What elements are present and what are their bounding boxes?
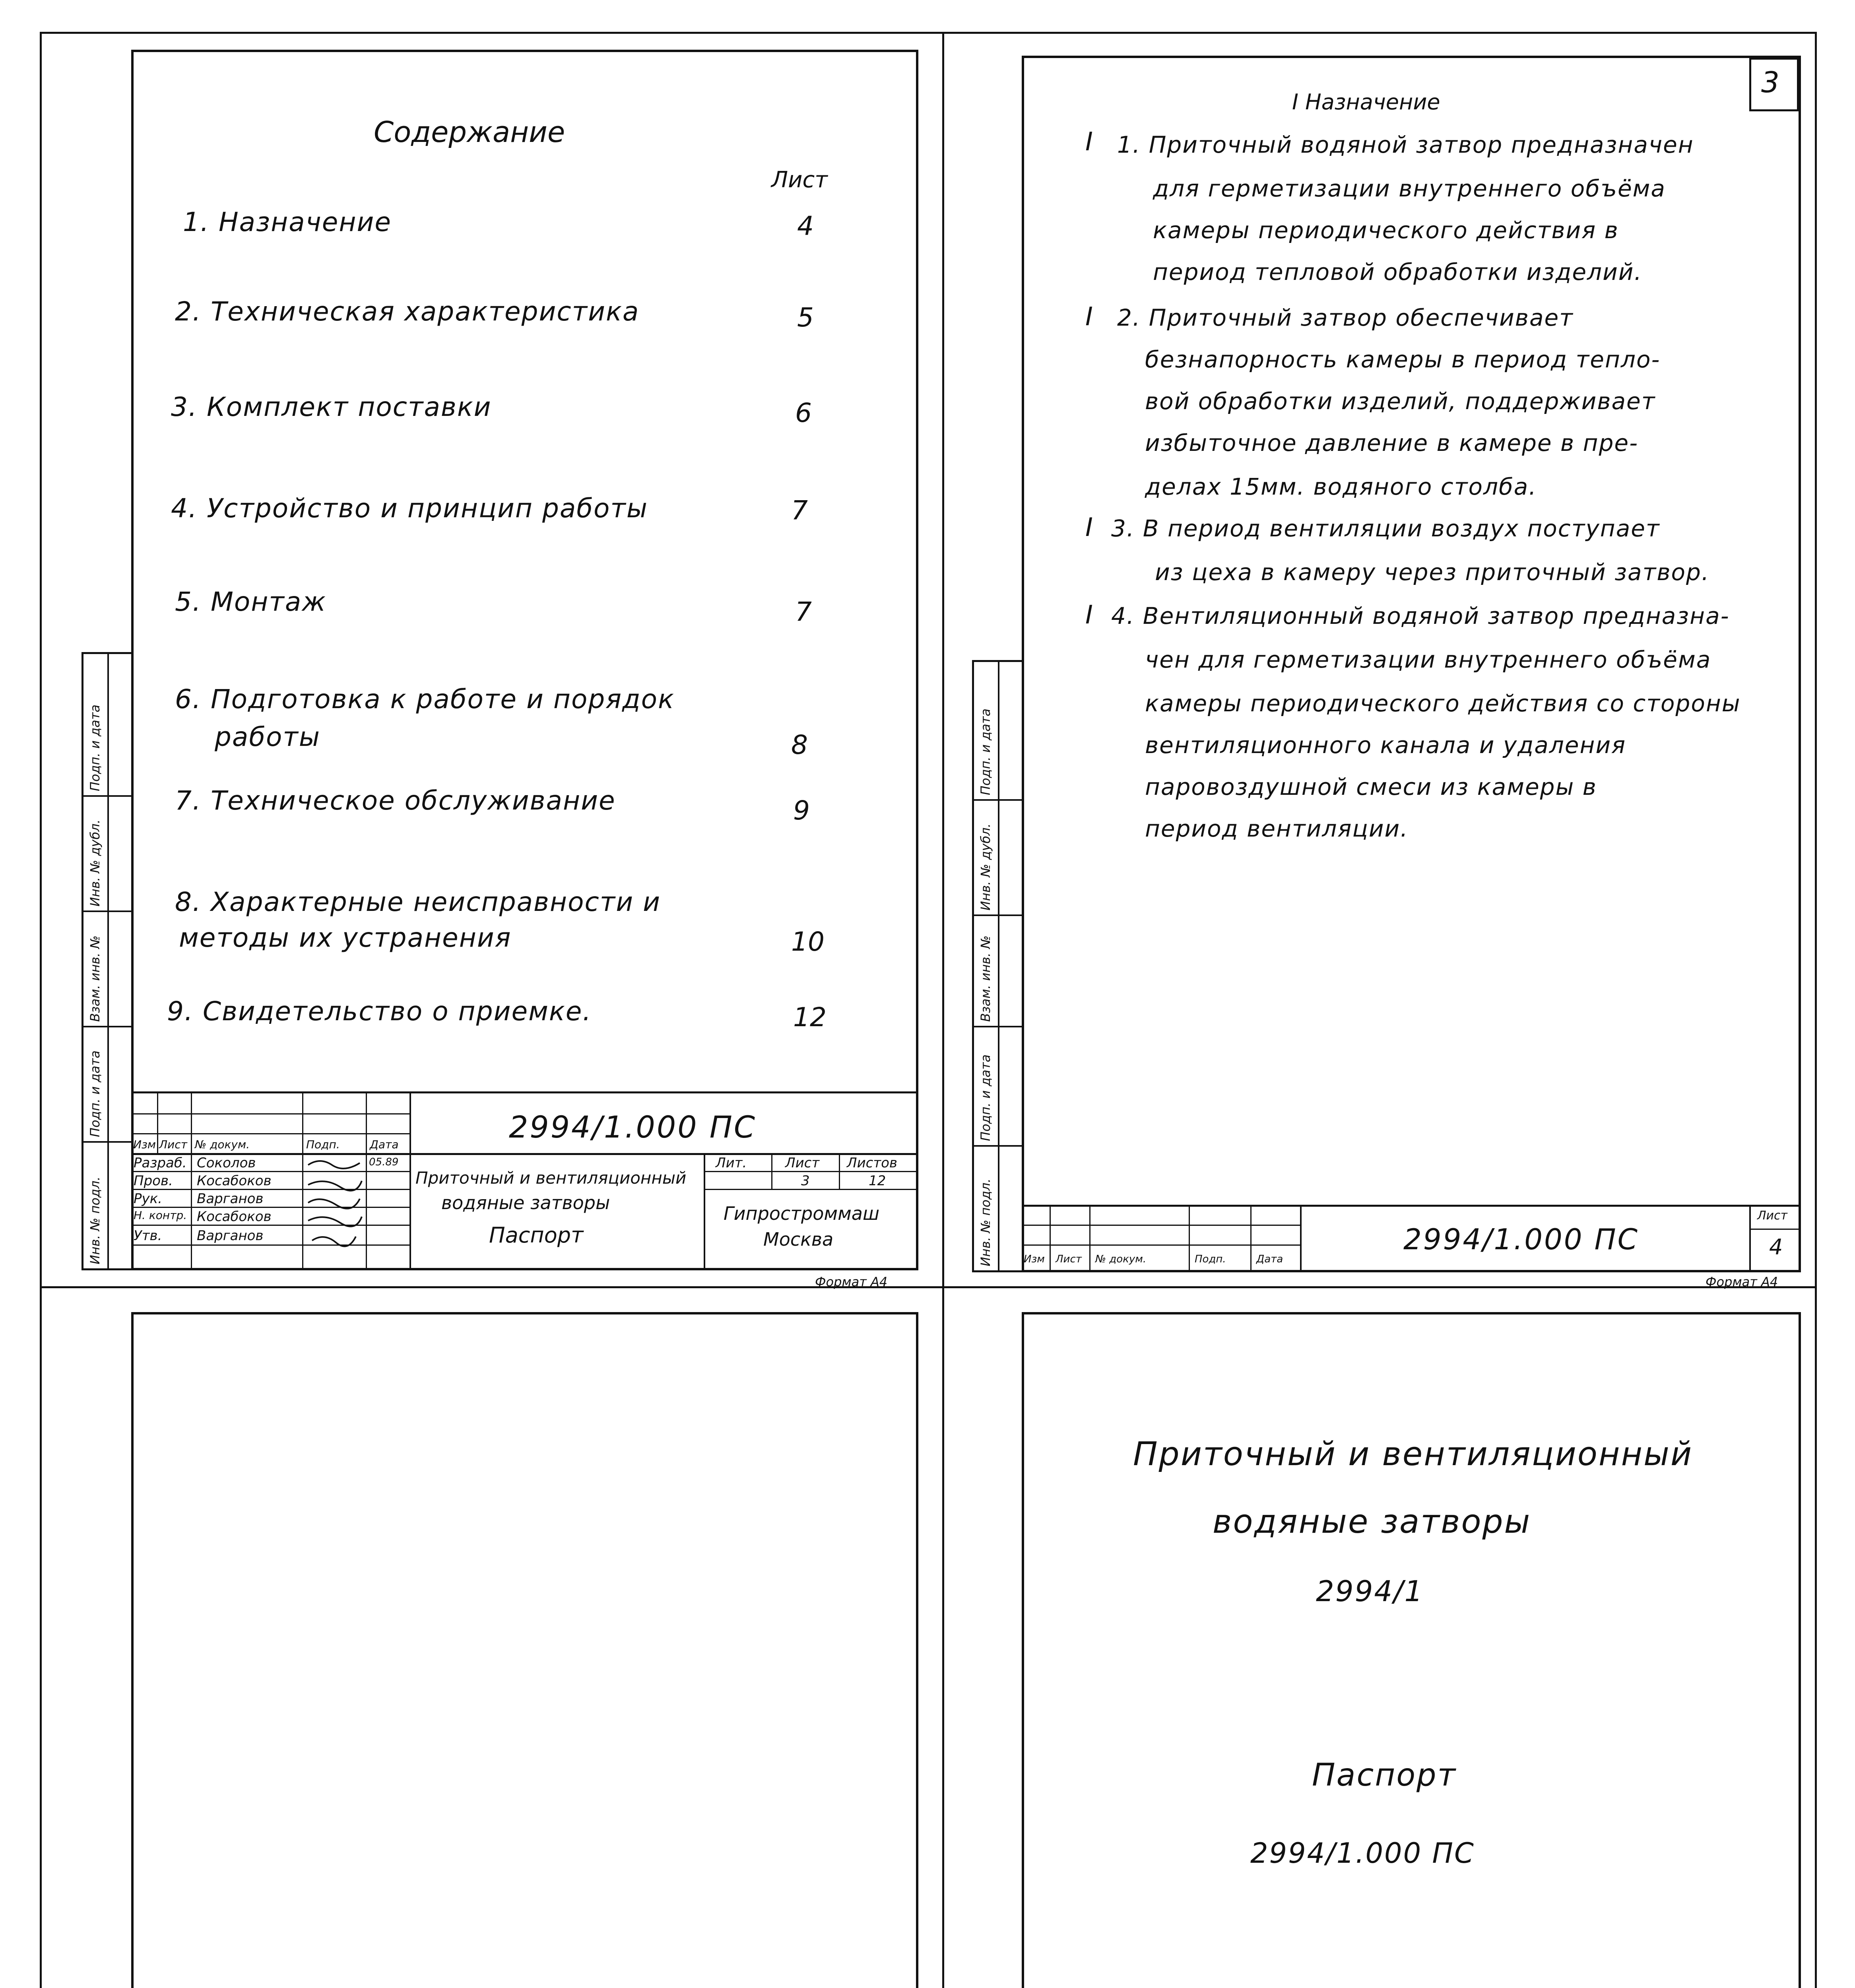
revision-mark: I: [1085, 302, 1093, 332]
page-column-header: Лист: [771, 167, 828, 193]
side-strip-sep: [81, 911, 133, 912]
stamp-name: Косабоков: [197, 1173, 272, 1189]
paragraph-line: вентиляционного канала и удаления: [1145, 732, 1626, 759]
tb-line: [131, 1244, 409, 1246]
side-strip-sep: [81, 1026, 133, 1027]
tb-line: [131, 1113, 409, 1114]
tb-vline: [1749, 1205, 1751, 1272]
toc-page: 7: [791, 495, 808, 526]
paragraph-line: паровоздушной смеси из камеры в: [1145, 773, 1597, 800]
revision-mark: I: [1085, 127, 1093, 157]
side-strip-divider: [107, 652, 109, 1270]
toc-page: 12: [793, 1002, 827, 1033]
document-code: 2994/1.000 ПС: [1250, 1837, 1475, 1870]
stamp-col-header: Лист: [159, 1138, 187, 1151]
document-type: Паспорт: [1312, 1757, 1457, 1793]
section-heading: I Назначение: [1292, 89, 1440, 115]
toc-item: 2. Техническая характеристика: [175, 296, 640, 327]
stamp-col-header: Лист: [1056, 1253, 1082, 1265]
tb-line: [1022, 1205, 1801, 1207]
paragraph-line: безнапорность камеры в период тепло-: [1145, 346, 1661, 373]
side-label: Взам. инв. №: [87, 935, 103, 1022]
paragraph-line: чен для герметизации внутреннего объёма: [1145, 646, 1711, 673]
side-label: Подп. и дата: [87, 705, 103, 791]
paragraph-line: камеры периодического действия в: [1153, 217, 1619, 244]
toc-page: 10: [791, 926, 825, 957]
stamp-col-header: Подп.: [306, 1138, 340, 1151]
stamp-org: Гипростроммаш: [724, 1203, 880, 1224]
vertical-divider: [942, 32, 944, 1988]
stamp-col-header: Дата: [370, 1138, 399, 1151]
stamp-sheets-header: Листов: [847, 1155, 898, 1171]
tb-vline: [191, 1091, 192, 1270]
side-label: Подп. и дата: [87, 1050, 103, 1137]
side-label: Инв. № дубл.: [87, 819, 103, 907]
toc-item: 4. Устройство и принцип работы: [171, 493, 648, 524]
toc-item: 9. Свидетельство о приемке.: [167, 996, 592, 1027]
toc-page: 9: [793, 795, 810, 826]
tb-line: [704, 1171, 918, 1172]
blank-sheet-frame: [131, 1312, 918, 1988]
product-title-line: водяные затворы: [1213, 1503, 1531, 1541]
paragraph-line: избыточное давление в камере в пре-: [1145, 429, 1639, 456]
toc-page: 5: [797, 302, 814, 333]
side-strip-divider: [998, 660, 999, 1272]
tb-vline: [1050, 1205, 1051, 1272]
format-label: Формат А4: [815, 1274, 888, 1289]
stamp-col-header: Изм: [1024, 1253, 1045, 1265]
tb-line: [1022, 1225, 1300, 1226]
product-title-line: Приточный и вентиляционный: [1133, 1435, 1693, 1473]
toc-page: 4: [797, 211, 814, 241]
stamp-title-line: Приточный и вентиляционный: [415, 1168, 687, 1188]
tb-vline: [302, 1091, 303, 1270]
stamp-role: Пров.: [134, 1173, 173, 1189]
side-label: Инв. № дубл.: [978, 823, 993, 911]
side-label: Подп. и дата: [978, 1054, 993, 1141]
revision-mark: I: [1085, 600, 1093, 630]
stamp-role: Н. контр.: [134, 1209, 187, 1222]
stamp-doc-code: 2994/1.000 ПС: [509, 1109, 757, 1145]
paragraph-line: для герметизации внутреннего объёма: [1153, 175, 1666, 202]
tb-vline: [157, 1091, 158, 1155]
tb-line: [131, 1171, 409, 1172]
stamp-sheets-value: 12: [869, 1173, 886, 1189]
tb-line: [131, 1207, 409, 1208]
tb-vline: [366, 1091, 367, 1270]
side-strip-sep: [972, 914, 1024, 916]
side-strip-sep: [972, 1026, 1024, 1027]
toc-item-cont: методы их устранения: [179, 922, 512, 953]
stamp-date: 05.89: [369, 1156, 399, 1168]
paragraph-line: период вентиляции.: [1145, 815, 1409, 842]
stamp-col-header: Дата: [1256, 1253, 1283, 1265]
tb-line: [131, 1225, 409, 1226]
paragraph-line: из цеха в камеру через приточный затвор.: [1155, 559, 1710, 586]
stamp-role: Утв.: [134, 1228, 162, 1244]
stamp-lit-header: Лит.: [716, 1155, 747, 1171]
stamp-role: Рук.: [134, 1191, 162, 1207]
stamp-col-header: Подп.: [1195, 1253, 1226, 1265]
tb-line: [131, 1189, 409, 1190]
revision-mark: I: [1085, 513, 1093, 542]
tb-vline: [1250, 1205, 1252, 1272]
toc-page: 6: [795, 398, 812, 428]
toc-page: 8: [791, 730, 808, 760]
side-label: Инв. № подл.: [87, 1176, 103, 1264]
format-label: Формат А4: [1706, 1274, 1778, 1289]
stamp-title-line: Паспорт: [489, 1223, 584, 1248]
paragraph-line: вой обработки изделий, поддерживает: [1145, 388, 1656, 415]
stamp-name: Варганов: [197, 1191, 264, 1207]
toc-item: 5. Монтаж: [175, 586, 326, 617]
side-strip-sep: [81, 1141, 133, 1143]
toc-item: 7. Техническое обслуживание: [175, 785, 616, 816]
tb-line: [131, 1133, 409, 1134]
page-number: 3: [1761, 66, 1779, 99]
paragraph-line: 3. В период вентиляции воздух поступает: [1111, 515, 1660, 542]
paragraph-line: камеры периодического действия со стороны: [1145, 690, 1741, 717]
paragraph-line: 1. Приточный водяной затвор предназначен: [1117, 131, 1694, 158]
stamp-sheet-value: 3: [801, 1173, 810, 1189]
stamp-name: Варганов: [197, 1228, 264, 1244]
side-strip-sep: [972, 799, 1024, 801]
paragraph-line: 4. Вентиляционный водяной затвор предназна-: [1111, 602, 1730, 629]
tb-line: [1022, 1244, 1300, 1246]
stamp-col-header: № докум.: [195, 1138, 250, 1151]
tb-vline: [409, 1091, 411, 1270]
toc-item: 8. Характерные неисправности и: [175, 887, 661, 917]
tb-line: [131, 1091, 918, 1093]
signature-marks: [304, 1153, 366, 1268]
stamp-name: Косабоков: [197, 1209, 272, 1225]
toc-page: 7: [795, 596, 812, 627]
stamp-sheet-header: Лист: [785, 1155, 820, 1171]
side-strip-sep: [972, 1145, 1024, 1147]
tb-vline: [771, 1153, 772, 1189]
tb-vline: [1300, 1205, 1302, 1272]
contents-title: Содержание: [374, 115, 565, 149]
tb-vline: [1189, 1205, 1190, 1272]
toc-item: 6. Подготовка к работе и порядок: [175, 684, 675, 714]
stamp-title-line: водяные затворы: [441, 1192, 610, 1213]
stamp-col-header: № докум.: [1095, 1253, 1147, 1265]
tb-vline: [1089, 1205, 1090, 1272]
toc-item: 1. Назначение: [183, 207, 392, 237]
product-title-line: 2994/1: [1316, 1574, 1424, 1608]
toc-item: 3. Комплект поставки: [171, 392, 492, 422]
stamp-doc-code: 2994/1.000 ПС: [1403, 1223, 1639, 1256]
title-page-frame: [1022, 1312, 1801, 1988]
stamp-role: Разраб.: [134, 1155, 187, 1171]
toc-item-cont: работы: [215, 722, 320, 752]
paragraph-line: период тепловой обработки изделий.: [1153, 258, 1642, 285]
side-strip-sep: [81, 795, 133, 797]
stamp-sheet-header: Лист: [1757, 1209, 1788, 1223]
tb-line: [704, 1189, 918, 1190]
stamp-sheet-value: 4: [1769, 1235, 1783, 1260]
horizontal-divider: [40, 1286, 1817, 1288]
stamp-col-header: Изм: [133, 1138, 156, 1151]
tb-vline: [839, 1153, 840, 1189]
stamp-org: Москва: [763, 1229, 834, 1250]
paragraph-line: 2. Приточный затвор обеспечивает: [1117, 304, 1574, 331]
tb-line: [1749, 1229, 1801, 1230]
stamp-name: Соколов: [197, 1155, 256, 1171]
side-label: Инв. № подл.: [978, 1178, 993, 1266]
paragraph-line: делах 15мм. водяного столба.: [1145, 473, 1537, 500]
side-label: Взам. инв. №: [978, 935, 993, 1022]
side-label: Подп. и дата: [978, 709, 993, 795]
